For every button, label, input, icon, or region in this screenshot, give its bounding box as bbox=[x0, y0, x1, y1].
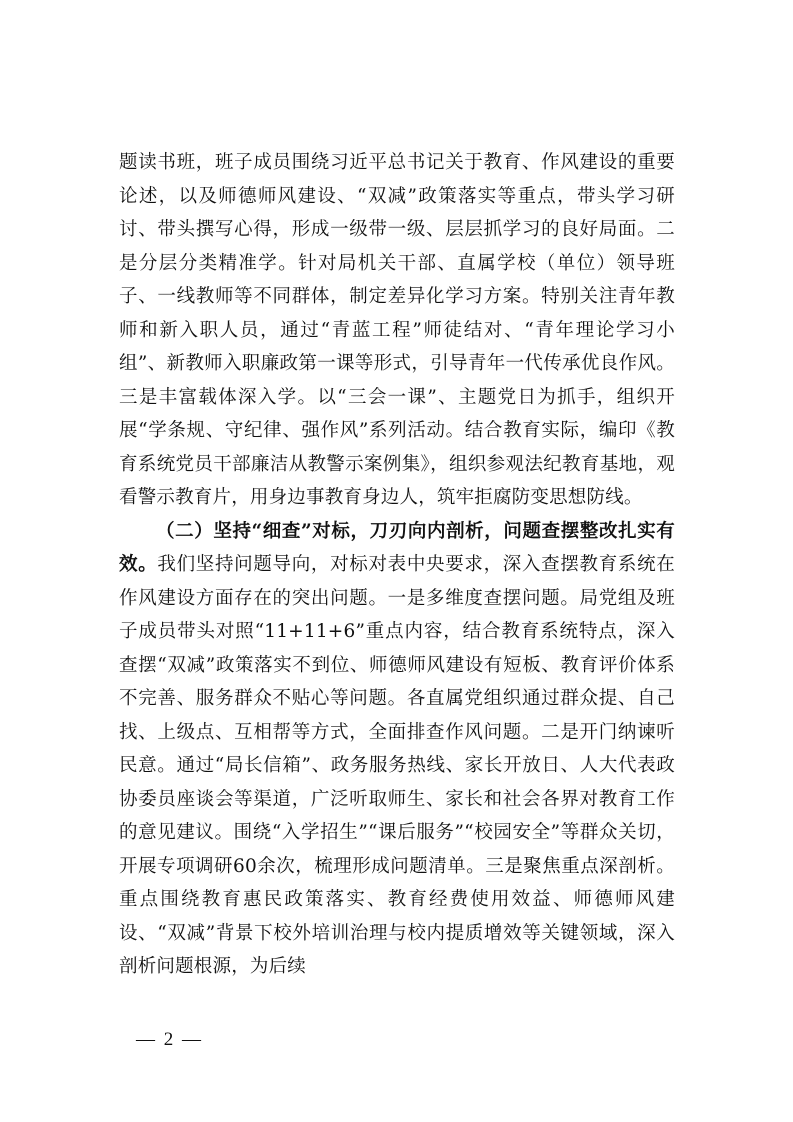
paragraph-1-text: 题读书班，班子成员围绕习近平总书记关于教育、作风建设的重要论述，以及师德师风建设、“双减”政策落实等重点，带头学习研讨、带头撰写心得，形成一级带一级、层层抓学习的良好局面。二是分层分类精准学。针对局机关干部、直属学校（单位）领导班子、一线教师等不同群体，制定差异化学习方案。特别关注青年教师和新入职人员，通过“青蓝工程”师徒结对、“青年理论学习小组”、新教师入职廉政第一课等形式，引导青年一代传承优良作风。三是丰富载体深入学。以“三会一课”、主题党日为抓手，组织开展“学条规、守纪律、强作风”系列活动。结合教育实际，编印《教育系统党员干部廉洁从教警示案例集》，组织参观法纪教育基地，观看警示教育片，用身边事教育身边人，筑牢拒腐防变思想防线。 bbox=[119, 152, 675, 508]
body-text bbox=[119, 146, 675, 984]
page-number: — 2 — bbox=[136, 1029, 203, 1050]
paragraph-2 bbox=[119, 515, 675, 984]
paragraph-1 bbox=[119, 146, 675, 515]
section-heading: （二）坚持“细查”对标，刀刃向内剖析，问题查摆整改扎实有效。 bbox=[119, 520, 675, 575]
paragraph-2-text: 我们坚持问题导向，对标对表中央要求，深入查摆教育系统在作风建设方面存在的突出问题。一是多维度查摆问题。局党组及班子成员带头对照“11+11+6”重点内容，结合教育系统特点，深入查摆“双减”政策落实不到位、师德师风建设有短板、教育评价体系不完善、服务群众不贴心等问题。各直属党组织通过群众提、自己找、上级点、互相帮等方式，全面排查作风问题。二是开门纳谏听民意。通过“局长信箱”、政务服务热线、家长开放日、人大代表政协委员座谈会等渠道，广泛听取师生、家长和社会各界对教育工作的意见建议。围绕“入学招生”“课后服务”“校园安全”等群众关切，开展专项调研60余次，梳理形成问题清单。三是聚焦重点深剖析。重点围绕教育惠民政策落实、教育经费使用效益、师德师风建设、“双减”背景下校外培训治理与校内提质增效等关键领域，深入剖析问题根源，为后续 bbox=[119, 554, 676, 977]
